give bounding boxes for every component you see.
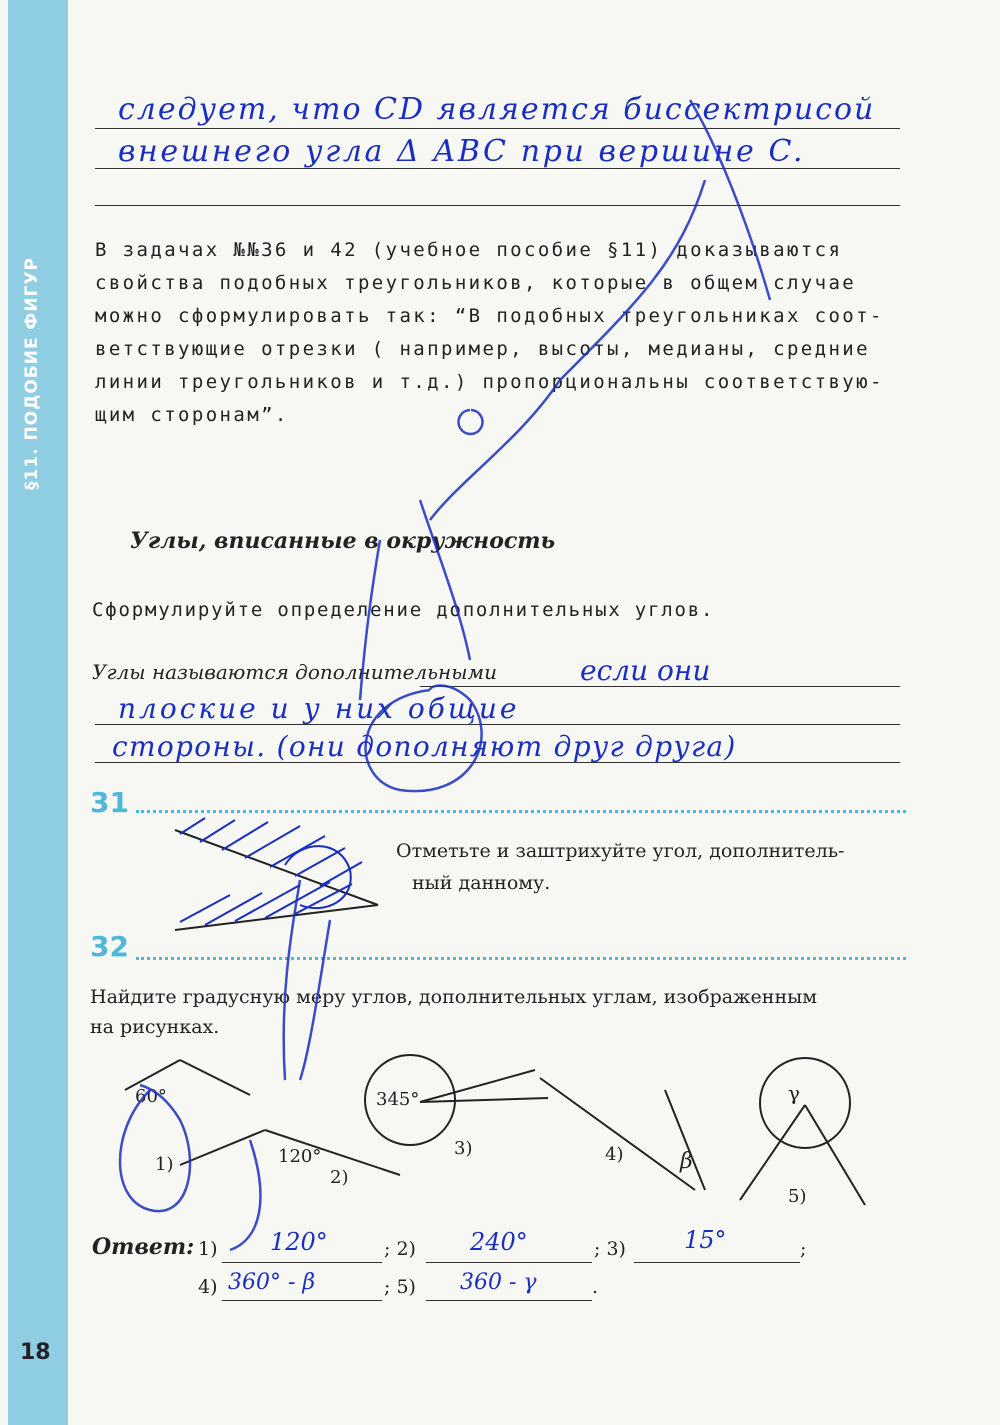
answer-5-handwriting: 360 - γ: [460, 1270, 537, 1295]
task-divider: [136, 810, 906, 813]
figure-1-label: 1): [155, 1154, 174, 1175]
section-label: §11. ПОДОБИЕ ФИГУР: [22, 256, 42, 490]
writing-line: [95, 128, 900, 129]
answer-2-handwriting: 240°: [470, 1228, 528, 1256]
task31-text-2: ный данному.: [412, 872, 551, 894]
task-divider: [136, 957, 906, 960]
definition-handwriting-3: стороны. (они дополняют друг друга): [112, 730, 737, 763]
answer-end: .: [592, 1276, 599, 1298]
answer-number: ; 3): [594, 1238, 626, 1260]
figure-4-label: 4): [605, 1144, 624, 1165]
handwritten-line-1: следует, что CD является биссектрисой: [118, 92, 876, 127]
writing-line: [95, 205, 900, 206]
intro-line: можно сформулировать так: “В подобных треугольниках соот-: [95, 305, 884, 327]
intro-line: В задачах №№36 и 42 (учебное пособие §11) доказываются: [95, 239, 843, 261]
figure-2-label: 2): [330, 1167, 349, 1188]
definition-start: Углы называются дополнительными: [92, 660, 497, 684]
task32-figures: [100, 1050, 880, 1210]
figure-3-label: 3): [454, 1138, 473, 1159]
task32-text-1: Найдите градусную меру углов, дополнительных углам, изображенным: [90, 986, 818, 1008]
figure-5-angle-value: γ: [788, 1081, 800, 1105]
answer-end: ;: [800, 1238, 807, 1260]
answer-number: ; 5): [384, 1276, 416, 1298]
definition-handwriting-1: если они: [580, 654, 711, 687]
definition-handwriting-2: плоские и у них общие: [118, 692, 520, 725]
answer-line: [634, 1262, 800, 1263]
answer-number: 1): [198, 1238, 218, 1260]
answer-number: 4): [198, 1276, 218, 1298]
intro-line: щим сторонам”.: [95, 404, 289, 426]
answer-line: [222, 1262, 382, 1263]
sidebar-strip: [8, 0, 68, 1425]
intro-line: линии треугольников и т.д.) пропорциональны соответствую-: [95, 371, 884, 393]
figure-5-label: 5): [788, 1186, 807, 1207]
figure-1-angle-value: 60°: [135, 1086, 167, 1107]
answer-line: [426, 1300, 592, 1301]
task32-text-2: на рисунках.: [90, 1016, 220, 1038]
answer-line: [222, 1300, 382, 1301]
definition-prompt: Сформулируйте определение дополнительных углов.: [92, 599, 715, 621]
intro-line: ветствующие отрезки ( например, высоты, медианы, средние: [95, 338, 870, 360]
figure-5-angle: [740, 1058, 865, 1205]
page-number: 18: [20, 1340, 51, 1365]
section-title: Углы, вписанные в окружность: [130, 528, 556, 554]
answer-label: Ответ:: [92, 1234, 195, 1260]
figure-2-angle-value: 120°: [278, 1146, 322, 1167]
answer-1-handwriting: 120°: [270, 1228, 328, 1256]
task-number-31: 31: [90, 786, 129, 819]
answer-number: ; 2): [384, 1238, 416, 1260]
answer-3-handwriting: 15°: [684, 1226, 727, 1254]
task31-text-1: Отметьте и заштрихуйте угол, дополнитель-: [396, 840, 845, 862]
figure-4-angle-value: β: [680, 1149, 693, 1174]
answer-line: [426, 1262, 592, 1263]
hatching: [180, 818, 362, 925]
handwritten-line-2: внешнего угла Δ ABC при вершине C.: [118, 134, 806, 169]
intro-line: свойства подобных треугольников, которые в общем случае: [95, 272, 857, 294]
figure-3-angle-value: 345°: [376, 1089, 420, 1110]
task-number-32: 32: [90, 930, 129, 963]
answer-4-handwriting: 360° - β: [228, 1270, 316, 1295]
